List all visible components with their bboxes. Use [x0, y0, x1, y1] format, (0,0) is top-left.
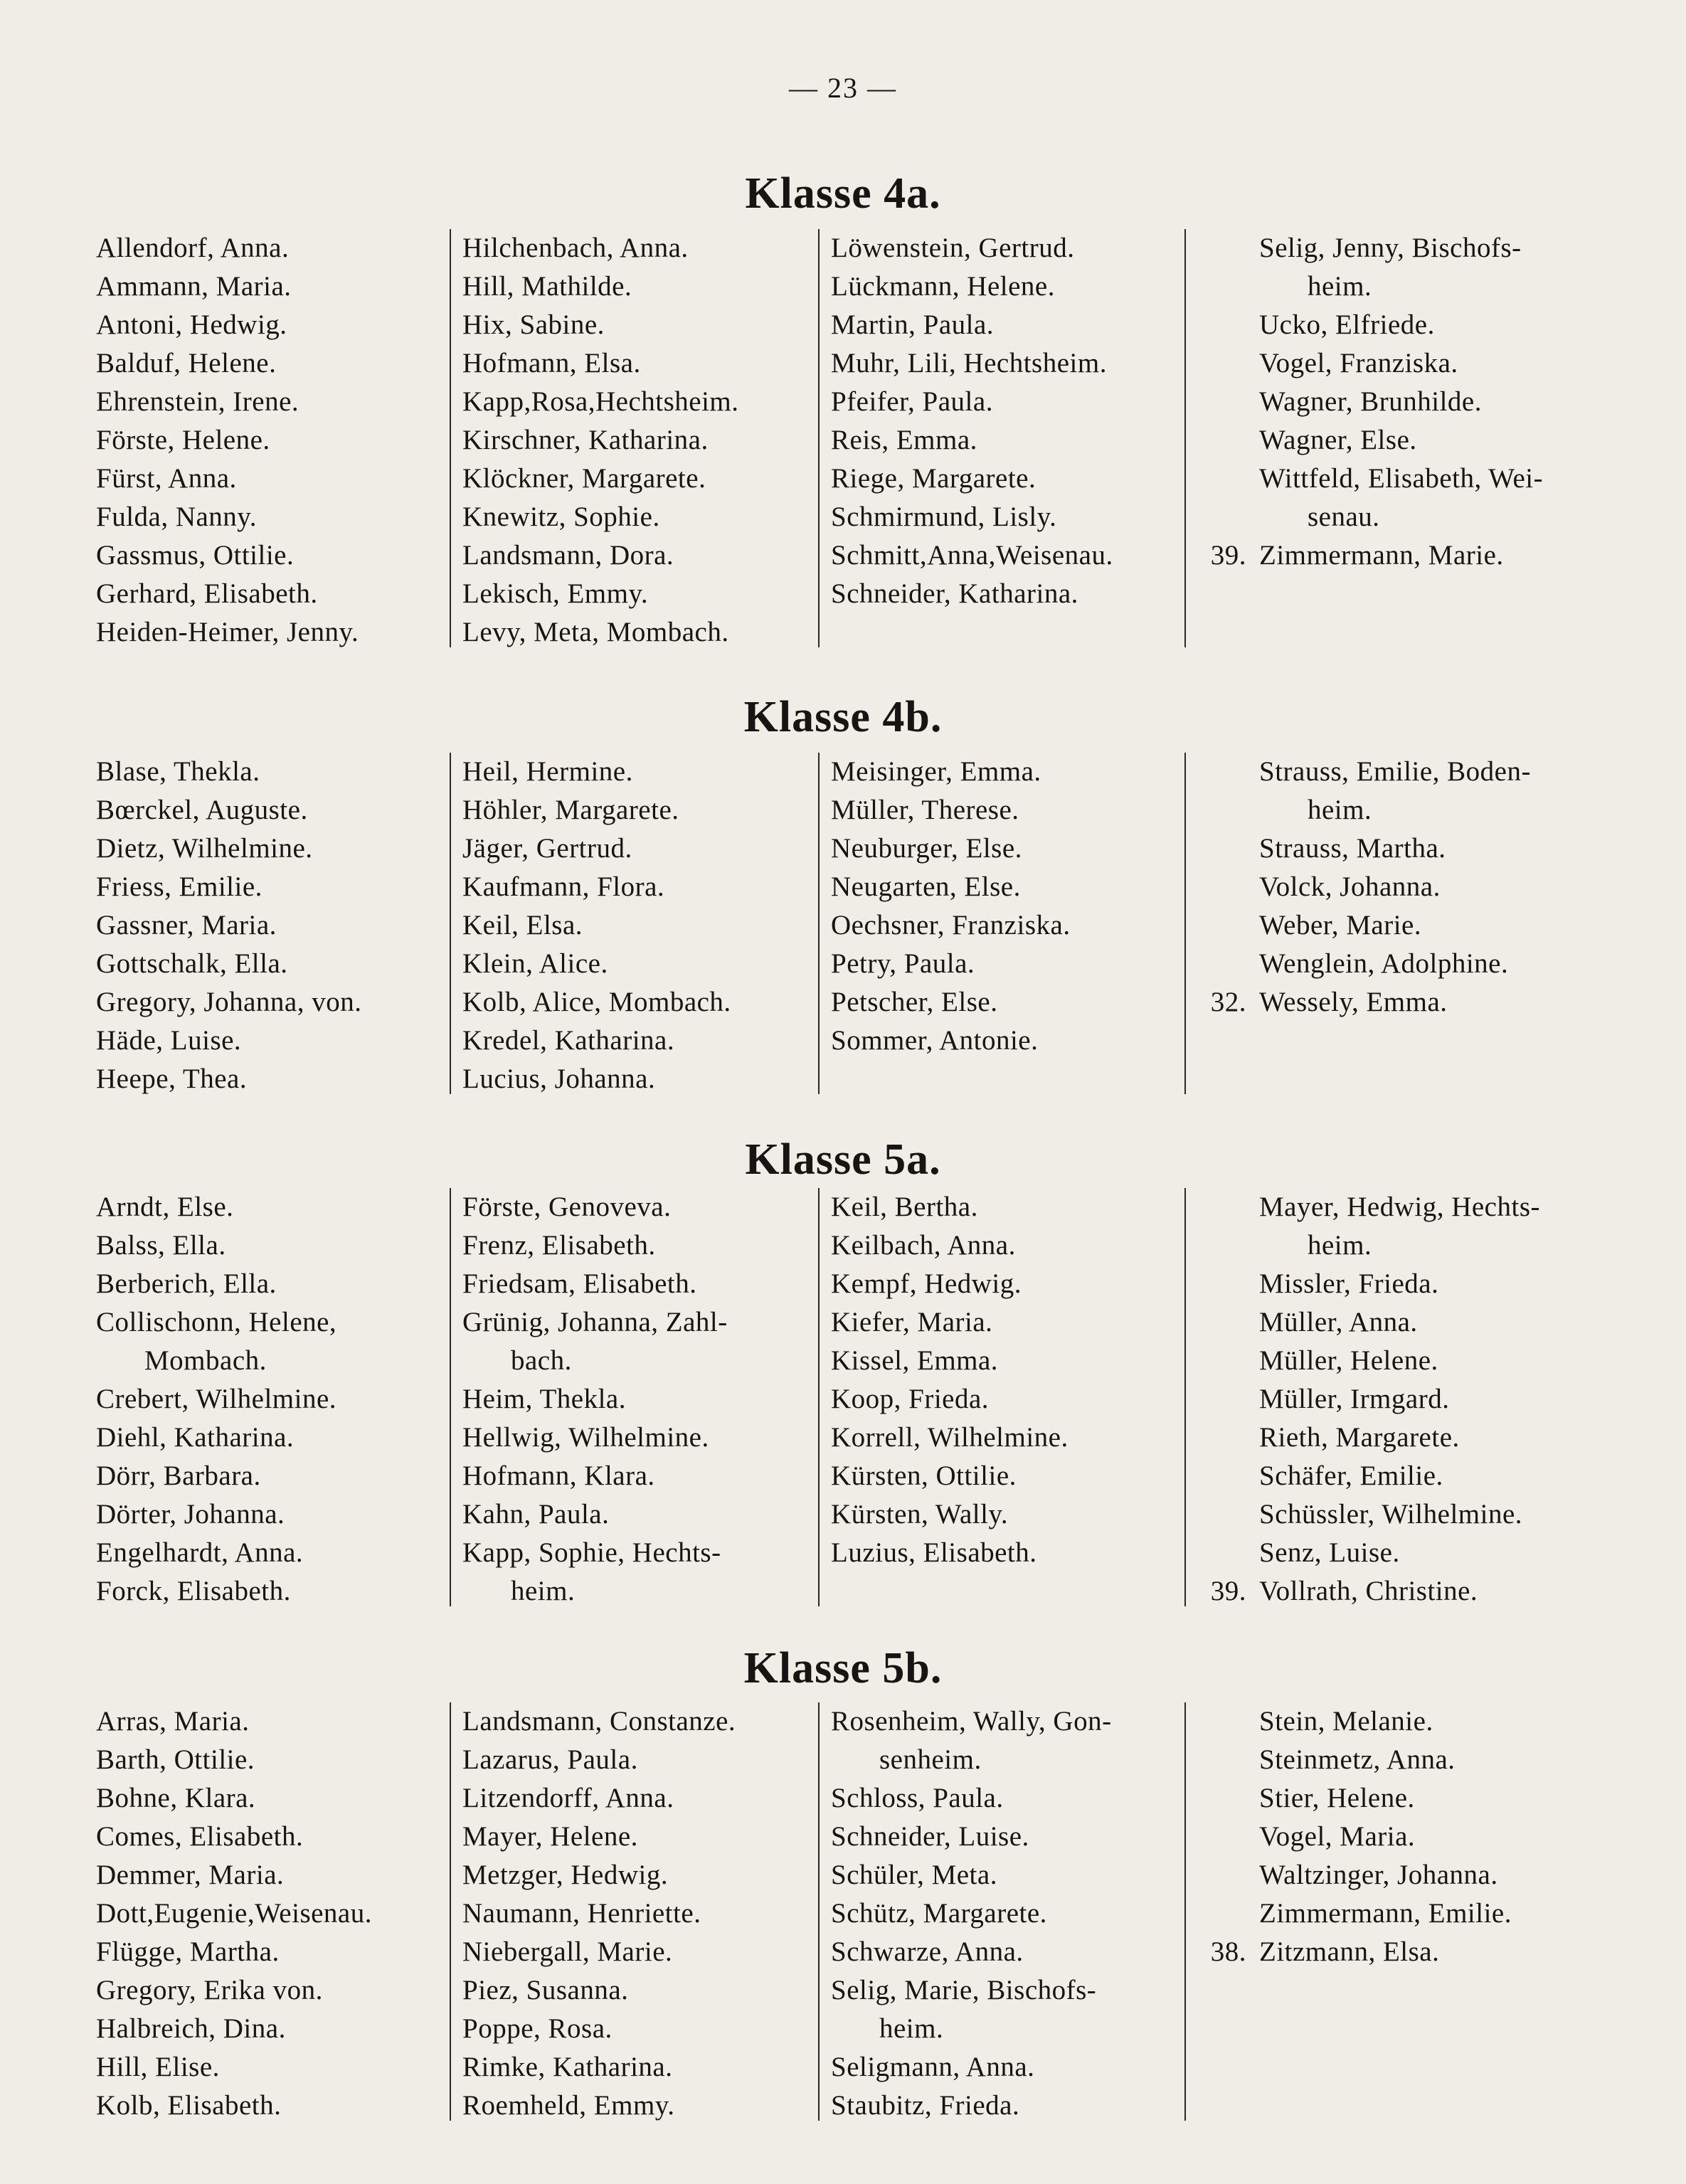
name-column-1 — [96, 1702, 438, 2125]
name-columns — [0, 753, 1686, 1098]
name-entry: Schloss, Paula. — [831, 1783, 1004, 1813]
name-entry: Gregory, Erika von. — [96, 1975, 323, 2005]
name-entry: Schmirmund, Lisly. — [831, 502, 1057, 532]
name-entry: heim. — [1308, 795, 1372, 825]
column-divider — [1184, 1702, 1186, 2121]
name-entry: Hix, Sabine. — [462, 309, 605, 340]
name-entry: Riege, Margarete. — [831, 463, 1036, 494]
name-column-3 — [831, 1702, 1190, 2125]
column-divider — [450, 229, 451, 647]
name-column-4 — [1210, 1188, 1615, 1611]
page-number: — 23 — — [789, 72, 897, 104]
name-entry: Zitzmann, Elsa. 38. — [1259, 1933, 1615, 1971]
name-column-2 — [462, 753, 818, 1098]
name-entry: Waltzinger, Johanna. — [1259, 1860, 1498, 1890]
name-entry: Senz, Luise. — [1259, 1537, 1400, 1568]
name-column-3 — [831, 229, 1190, 613]
name-entry: Gassmus, Ottilie. — [96, 540, 295, 571]
name-entry: Pfeifer, Paula. — [831, 386, 993, 417]
name-entry: Kahn, Paula. — [462, 1499, 610, 1530]
name-entry: Neugarten, Else. — [831, 871, 1021, 902]
name-entry: Kirschner, Katharina. — [462, 425, 709, 455]
name-entry: Strauss, Martha. — [1259, 833, 1446, 864]
name-entry: Müller, Anna. — [1259, 1307, 1418, 1337]
name-column-2 — [462, 229, 818, 652]
name-entry: Volck, Johanna. — [1259, 871, 1441, 902]
name-entry: Blase, Thekla. — [96, 756, 260, 787]
name-entry: Antoni, Hedwig. — [96, 309, 287, 340]
name-entry: Flügge, Martha. — [96, 1936, 280, 1967]
name-entry: Schmitt,Anna,Weisenau. — [831, 540, 1113, 571]
column-divider — [450, 1188, 451, 1606]
name-entry: Hill, Mathilde. — [462, 271, 632, 302]
name-entry: Friess, Emilie. — [96, 871, 263, 902]
name-entry: Hill, Elise. — [96, 2052, 220, 2082]
name-entry: Neuburger, Else. — [831, 833, 1022, 864]
name-entry: Halbreich, Dina. — [96, 2013, 286, 2044]
name-entry: Förste, Genoveva. — [462, 1192, 672, 1222]
name-entry: Lucius, Johanna. — [462, 1064, 656, 1094]
name-entry: Ehrenstein, Irene. — [96, 386, 299, 417]
name-entry: Lekisch, Emmy. — [462, 578, 649, 609]
name-entry: Stier, Helene. — [1259, 1783, 1415, 1813]
name-entry: Müller, Helene. — [1259, 1345, 1438, 1376]
name-entry: bach. — [511, 1345, 572, 1376]
name-entry: Demmer, Maria. — [96, 1860, 285, 1890]
name-entry: Schüler, Meta. — [831, 1860, 997, 1890]
name-entry: Reis, Emma. — [831, 425, 977, 455]
name-entry: Gregory, Johanna, von. — [96, 987, 362, 1017]
column-divider — [1184, 1188, 1186, 1606]
name-column-4 — [1210, 1702, 1615, 1971]
name-entry: Oechsner, Franziska. — [831, 910, 1071, 940]
name-column-3 — [831, 1188, 1190, 1572]
name-entry: Landsmann, Constanze. — [462, 1706, 736, 1737]
name-entry: Heim, Thekla. — [462, 1384, 626, 1414]
name-entry: Hellwig, Wilhelmine. — [462, 1422, 709, 1453]
name-entry: Staubitz, Frieda. — [831, 2090, 1020, 2121]
name-entry: Roemheld, Emmy. — [462, 2090, 675, 2121]
name-entry: Ucko, Elfriede. — [1259, 309, 1435, 340]
name-columns — [0, 1702, 1686, 2125]
name-entry: Knewitz, Sophie. — [462, 502, 660, 532]
name-entry: Keil, Elsa. — [462, 910, 583, 940]
name-entry: Kolb, Alice, Mombach. — [462, 987, 731, 1017]
section-klasse-4a — [0, 165, 1686, 652]
name-entry: Schüssler, Wilhelmine. — [1259, 1499, 1523, 1530]
name-entry: Heiden-Heimer, Jenny. — [96, 617, 359, 647]
name-entry: Collischonn, Helene, — [96, 1307, 337, 1337]
name-entry: Levy, Meta, Mombach. — [462, 617, 729, 647]
section-klasse-5a — [0, 1131, 1686, 1611]
name-entry: Bœrckel, Auguste. — [96, 795, 308, 825]
column-divider — [818, 1702, 820, 2121]
name-entry: heim. — [1308, 1230, 1372, 1261]
name-entry: Hilchenbach, Anna. — [462, 233, 689, 263]
name-entry: heim. — [879, 2013, 944, 2044]
name-entry: Engelhardt, Anna. — [96, 1537, 304, 1568]
name-entry: Stein, Melanie. — [1259, 1706, 1433, 1737]
name-entry: Müller, Therese. — [831, 795, 1019, 825]
name-entry: Bohne, Klara. — [96, 1783, 256, 1813]
name-entry: Metzger, Hedwig. — [462, 1860, 669, 1890]
name-entry: Wagner, Else. — [1259, 425, 1417, 455]
name-entry: Kapp, Sophie, Hechts- — [462, 1537, 721, 1568]
section-klasse-4b — [0, 689, 1686, 1098]
name-entry: Heil, Hermine. — [462, 756, 633, 787]
name-column-1 — [96, 1188, 438, 1611]
name-column-2 — [462, 1702, 818, 2125]
name-entry: Weber, Marie. — [1259, 910, 1422, 940]
column-divider — [1184, 753, 1186, 1094]
name-entry: Koop, Frieda. — [831, 1384, 990, 1414]
name-entry: Berberich, Ella. — [96, 1268, 277, 1299]
name-entry: Kiefer, Maria. — [831, 1307, 993, 1337]
name-entry: senheim. — [879, 1744, 982, 1775]
name-entry: Schütz, Margarete. — [831, 1898, 1047, 1929]
name-entry: Rieth, Margarete. — [1259, 1422, 1460, 1453]
name-entry: Vogel, Franziska. — [1259, 348, 1458, 378]
name-entry: Lückmann, Helene. — [831, 271, 1055, 302]
section-title: Klasse 4b. — [743, 693, 943, 741]
name-entry: Landsmann, Dora. — [462, 540, 674, 571]
name-entry: Frenz, Elisabeth. — [462, 1230, 656, 1261]
name-entry: Kapp,Rosa,Hechtsheim. — [462, 386, 739, 417]
name-entry: Höhler, Margarete. — [462, 795, 679, 825]
name-entry: Arras, Maria. — [96, 1706, 250, 1737]
name-entry: Vogel, Maria. — [1259, 1821, 1416, 1852]
name-entry: Mayer, Helene. — [462, 1821, 638, 1852]
name-entry: Barth, Ottilie. — [96, 1744, 255, 1775]
name-entry: heim. — [511, 1576, 576, 1606]
name-columns — [0, 229, 1686, 652]
name-entry: Vollrath, Christine. 39. — [1259, 1572, 1615, 1611]
name-entry: Lazarus, Paula. — [462, 1744, 638, 1775]
name-entry: Crebert, Wilhelmine. — [96, 1384, 337, 1414]
name-entry: Litzendorff, Anna. — [462, 1783, 674, 1813]
section-title: Klasse 4a. — [745, 169, 941, 218]
name-entry: Dörr, Barbara. — [96, 1461, 261, 1491]
name-entry: Balss, Ella. — [96, 1230, 226, 1261]
name-entry: Mombach. — [144, 1345, 267, 1376]
section-klasse-5b — [0, 1640, 1686, 2125]
name-entry: Niebergall, Marie. — [462, 1936, 673, 1967]
name-entry: Muhr, Lili, Hechtsheim. — [831, 348, 1107, 378]
name-entry: Schneider, Luise. — [831, 1821, 1029, 1852]
name-entry: Steinmetz, Anna. — [1259, 1744, 1456, 1775]
name-entry: Zimmermann, Emilie. — [1259, 1898, 1512, 1929]
name-entry: Korrell, Wilhelmine. — [831, 1422, 1069, 1453]
name-entry: Keil, Bertha. — [831, 1192, 978, 1222]
name-entry: Kürsten, Ottilie. — [831, 1461, 1017, 1491]
column-divider — [1184, 229, 1186, 647]
name-column-2 — [462, 1188, 818, 1611]
name-entry: Gassner, Maria. — [96, 910, 277, 940]
name-entry: Kissel, Emma. — [831, 1345, 999, 1376]
name-entry: Schneider, Katharina. — [831, 578, 1078, 609]
name-entry: Diehl, Katharina. — [96, 1422, 295, 1453]
name-entry: Missler, Frieda. — [1259, 1268, 1439, 1299]
name-entry: Fürst, Anna. — [96, 463, 237, 494]
name-entry: Kredel, Katharina. — [462, 1025, 675, 1056]
name-column-3 — [831, 753, 1190, 1060]
name-entry: Dörter, Johanna. — [96, 1499, 285, 1530]
name-entry: heim. — [1308, 271, 1372, 302]
name-entry: Sommer, Antonie. — [831, 1025, 1039, 1056]
class-count: 32. — [1210, 987, 1246, 1017]
name-entry: Häde, Luise. — [96, 1025, 242, 1056]
name-entry: Ammann, Maria. — [96, 271, 292, 302]
section-title: Klasse 5a. — [745, 1135, 941, 1184]
name-entry: Wenglein, Adolphine. — [1259, 948, 1509, 979]
name-entry: Rosenheim, Wally, Gon- — [831, 1706, 1112, 1737]
name-entry: Kempf, Hedwig. — [831, 1268, 1022, 1299]
name-entry: Müller, Irmgard. — [1259, 1384, 1450, 1414]
name-columns — [0, 1188, 1686, 1611]
name-entry: Mayer, Hedwig, Hechts- — [1259, 1192, 1540, 1222]
section-title: Klasse 5b. — [743, 1644, 943, 1692]
name-entry: Seligmann, Anna. — [831, 2052, 1035, 2082]
name-entry: Wittfeld, Elisabeth, Wei- — [1259, 463, 1544, 494]
name-entry: Poppe, Rosa. — [462, 2013, 613, 2044]
name-entry: Zimmermann, Marie. 39. — [1259, 536, 1615, 575]
name-entry: Schäfer, Emilie. — [1259, 1461, 1443, 1491]
name-entry: Klein, Alice. — [462, 948, 608, 979]
name-entry: Hofmann, Klara. — [462, 1461, 655, 1491]
name-entry: Hofmann, Elsa. — [462, 348, 641, 378]
name-entry: Grünig, Johanna, Zahl- — [462, 1307, 728, 1337]
name-entry: Petscher, Else. — [831, 987, 998, 1017]
column-divider — [450, 1702, 451, 2121]
name-entry: Forck, Elisabeth. — [96, 1576, 291, 1606]
name-entry: Dietz, Wilhelmine. — [96, 833, 313, 864]
name-entry: Arndt, Else. — [96, 1192, 234, 1222]
name-entry: Klöckner, Margarete. — [462, 463, 706, 494]
name-entry: Luzius, Elisabeth. — [831, 1537, 1037, 1568]
name-entry: Rimke, Katharina. — [462, 2052, 673, 2082]
column-divider — [450, 753, 451, 1094]
name-entry: Comes, Elisabeth. — [96, 1821, 304, 1852]
name-entry: Kolb, Elisabeth. — [96, 2090, 282, 2121]
name-column-1 — [96, 229, 438, 652]
name-entry: Dott,Eugenie,Weisenau. — [96, 1898, 372, 1929]
column-divider — [818, 1188, 820, 1606]
column-divider — [818, 753, 820, 1094]
name-entry: Kürsten, Wally. — [831, 1499, 1009, 1530]
name-entry: Friedsam, Elisabeth. — [462, 1268, 697, 1299]
name-entry: Schwarze, Anna. — [831, 1936, 1024, 1967]
class-count: 39. — [1210, 540, 1246, 571]
name-entry: Kaufmann, Flora. — [462, 871, 665, 902]
name-entry: Förste, Helene. — [96, 425, 270, 455]
name-entry: Gottschalk, Ella. — [96, 948, 288, 979]
name-entry: Strauss, Emilie, Boden- — [1259, 756, 1531, 787]
name-entry: Allendorf, Anna. — [96, 233, 290, 263]
name-entry: senau. — [1308, 502, 1380, 532]
name-entry: Balduf, Helene. — [96, 348, 277, 378]
name-entry: Meisinger, Emma. — [831, 756, 1041, 787]
class-count: 38. — [1210, 1936, 1246, 1967]
name-entry: Selig, Marie, Bischofs- — [831, 1975, 1097, 2005]
name-entry: Keilbach, Anna. — [831, 1230, 1016, 1261]
name-entry: Petry, Paula. — [831, 948, 975, 979]
name-entry: Heepe, Thea. — [96, 1064, 248, 1094]
name-entry: Fulda, Nanny. — [96, 502, 258, 532]
name-entry: Wagner, Brunhilde. — [1259, 386, 1482, 417]
name-entry: Wessely, Emma. 32. — [1259, 983, 1615, 1022]
column-divider — [818, 229, 820, 647]
name-column-4 — [1210, 229, 1615, 575]
name-column-1 — [96, 753, 438, 1098]
name-entry: Löwenstein, Gertrud. — [831, 233, 1075, 263]
class-count: 39. — [1210, 1576, 1246, 1606]
name-entry: Martin, Paula. — [831, 309, 995, 340]
name-entry: Gerhard, Elisabeth. — [96, 578, 318, 609]
name-entry: Piez, Susanna. — [462, 1975, 629, 2005]
name-entry: Jäger, Gertrud. — [462, 833, 632, 864]
name-column-4 — [1210, 753, 1615, 1022]
name-entry: Selig, Jenny, Bischofs- — [1259, 233, 1522, 263]
name-entry: Naumann, Henriette. — [462, 1898, 701, 1929]
